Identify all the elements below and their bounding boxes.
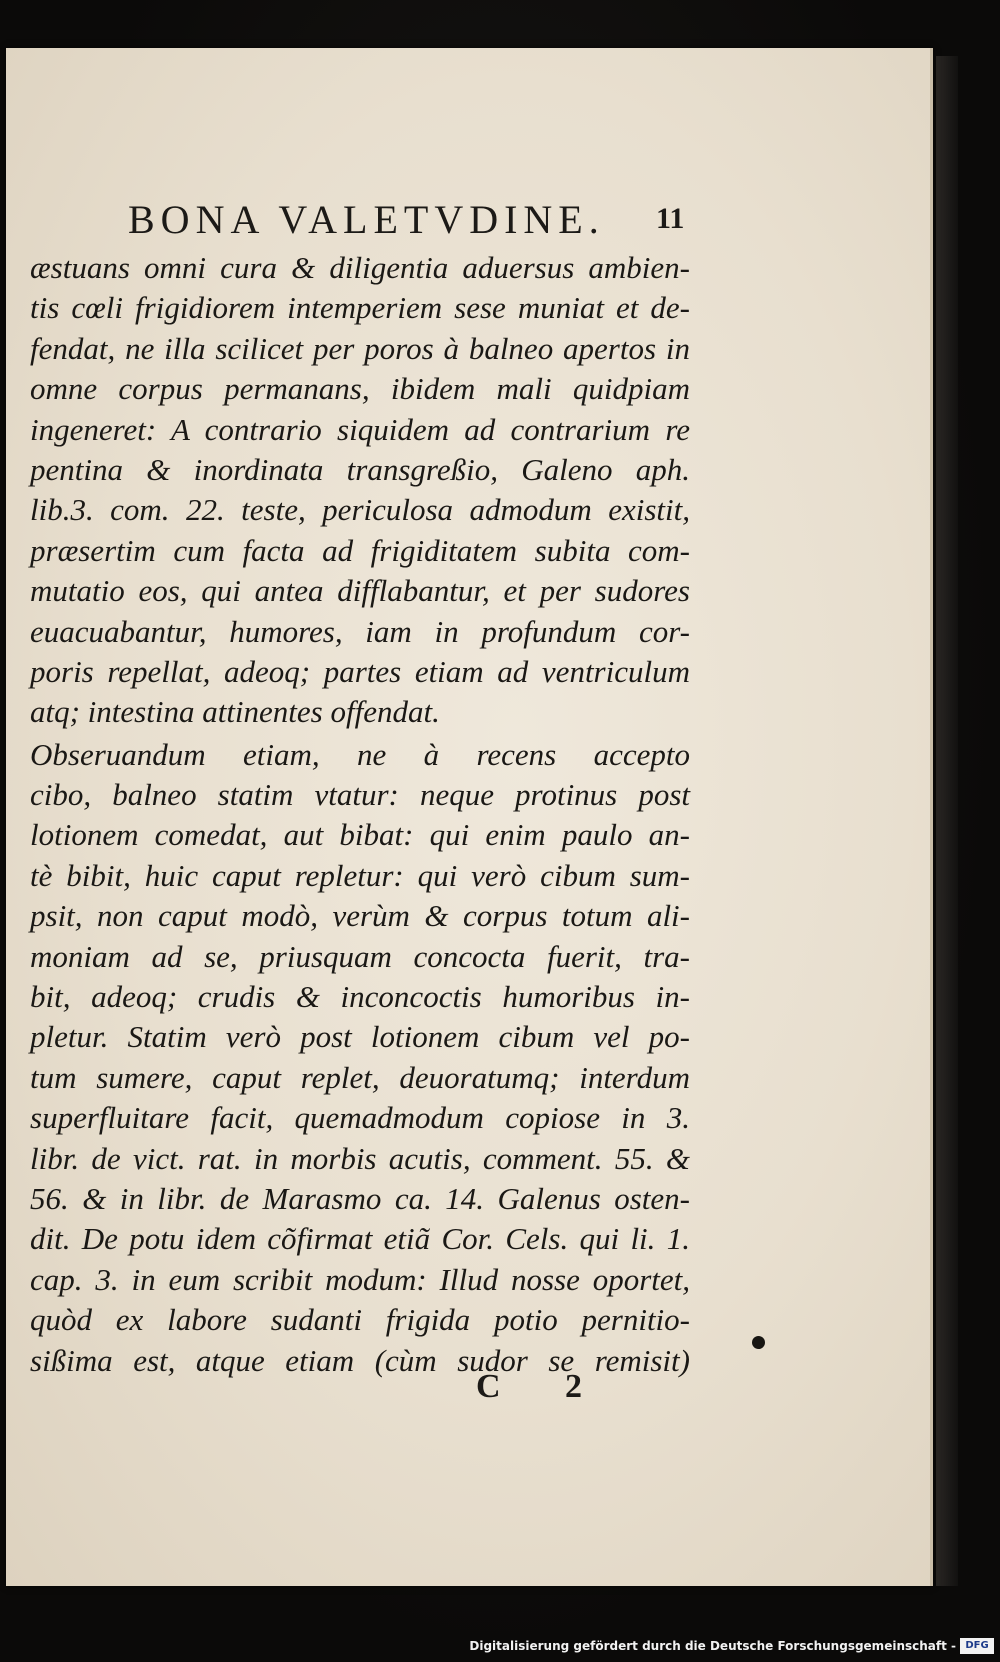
text-line: lotionem comedat, aut bibat: qui enim paulo an- (30, 817, 690, 853)
text-line: euacuabantur, humores, iam in profundum cor- (30, 613, 690, 649)
text-line: libr. de vict. rat. in morbis acutis, comment. 55. & (30, 1140, 690, 1176)
text-line: moniam ad se, priusquam concocta fuerit, tra- (30, 938, 690, 974)
running-head (6, 196, 930, 246)
text-line: sißima est, atque etiam (cùm sudor se remisit) (30, 1342, 690, 1378)
running-head-title: BONA VALETVDINE. (128, 197, 605, 242)
signature-mark: C 2 (476, 1368, 611, 1405)
text-line: bit, adeoq; crudis & inconcoctis humoribus in- (30, 979, 690, 1015)
text-line: pletur. Statim verò post lotionem cibum vel po- (30, 1019, 690, 1055)
text-line: mutatio eos, qui antea difflabantur, et per sudores (30, 573, 690, 609)
text-line: 56. & in libr. de Marasmo ca. 14. Galenus osten- (30, 1180, 690, 1216)
text-line: superfluitare facit, quemadmodum copiose in 3. (30, 1100, 690, 1136)
text-line: æstuans omni cura & diligentia aduersus ambien- (30, 250, 690, 285)
ink-spot (752, 1336, 765, 1349)
text-line: quòd ex labore sudanti frigida potio pernitio- (30, 1302, 690, 1338)
paragraph-first-line: Obseruandum etiam, ne à recens accepto (30, 736, 690, 772)
text-line: tum sumere, caput replet, deuoratumq; interdum (30, 1059, 690, 1095)
text-line: tis cœli frigidiorem intemperiem sese muniat et de- (30, 290, 690, 326)
body-text (30, 248, 690, 1381)
book-page (6, 48, 933, 1586)
funding-credit: Digitalisierung gefördert durch die Deutsche Forschungsgemeinschaft - (469, 1639, 956, 1653)
text-line: atq; intestina attinentes offendat. (30, 694, 440, 730)
text-line: psit, non caput modò, verùm & corpus totum ali- (30, 898, 690, 934)
text-line: fendat, ne illa scilicet per poros à balneo apertos in (30, 330, 690, 366)
text-line: ingeneret: A contrario siquidem ad contrarium re (30, 411, 690, 447)
page-number: 11 (656, 202, 685, 235)
text-line: præsertim cum facta ad frigiditatem subita com- (30, 532, 690, 568)
text-line: lib.3. com. 22. teste, periculosa admodum existit, (30, 492, 690, 528)
text-line: dit. De potu idem cõfirmat etiã Cor. Cels. qui li. 1. (30, 1221, 690, 1257)
text-line: cap. 3. in eum scribit modum: Illud nosse oportet, (30, 1261, 690, 1297)
text-line: cibo, balneo statim vtatur: neque protinus post (30, 777, 690, 813)
digitization-footer (0, 1634, 1000, 1662)
text-line: omne corpus permanans, ibidem mali quidpiam (30, 371, 690, 407)
dfg-logo: DFG (960, 1638, 994, 1654)
text-line: tè bibit, huic caput repletur: qui verò cibum sum- (30, 857, 690, 893)
text-line: poris repellat, adeoq; partes etiam ad ventriculum (30, 653, 690, 689)
page-edge (936, 56, 958, 1586)
text-line: pentina & inordinata transgreßio, Galeno aph. (30, 451, 690, 487)
